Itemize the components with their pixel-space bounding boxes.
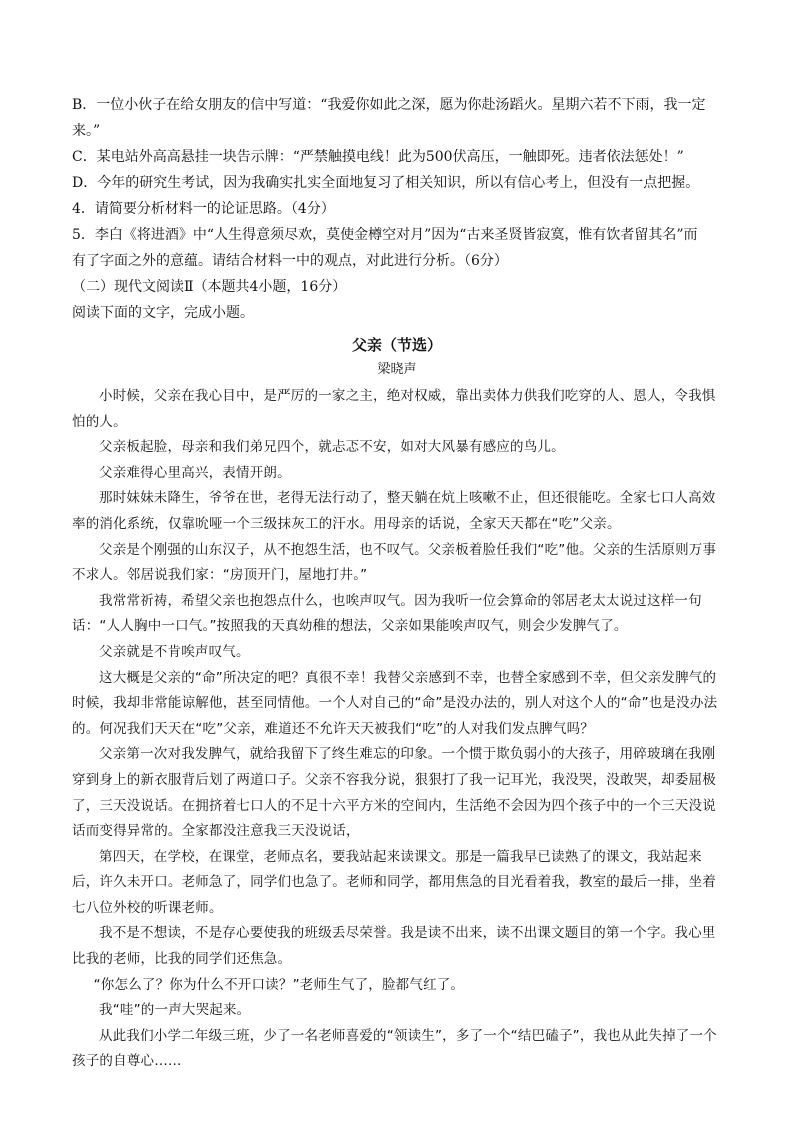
option-c: C．某电站外高高悬挂一块告示牌：“严禁触摸电线！此为500伏高压，一触即死。违者依法惩处！” xyxy=(72,149,684,165)
article-paragraph: 那时妹妹未降生，爷爷在世，老得无法行动了，整天躺在炕上咳嗽不止，但还很能吃。全家七口人高效率的消化系统，仅靠吮哑一个三级抹灰工的汗水。用母亲的话说，全家天天都在“吃”父亲。 xyxy=(72,490,716,532)
question-5-line2: 有了字面之外的意蕴。请结合材料一中的观点，对此进行分析。（6分） xyxy=(72,253,508,269)
section-heading: （二）现代文阅读Ⅱ（本题共4小题，16分） xyxy=(72,279,347,295)
article-paragraph: “你怎么了？你为什么不开口读？”老师生气了，脸都气红了。 xyxy=(93,976,465,993)
article-paragraph: 父亲板起脸，母亲和我们弟兄四个，就忐忑不安，如对大风暴有感应的鸟儿。 xyxy=(99,439,565,456)
option-d: D．今年的研究生考试，因为我确实扎实全面地复习了相关知识，所以有信心考上，但没有一点把握。 xyxy=(72,175,700,191)
article-paragraph: 父亲是个刚强的山东汉子，从不抱怨生活，也不叹气。父亲板着脸任我们“吃”他。父亲的生活原则万事不求人。邻居说我们家：“房顶开门，屋地打井。” xyxy=(72,541,717,584)
section-instruction: 阅读下面的文字，完成小题。 xyxy=(72,305,254,321)
article-paragraph: 父亲第一次对我发脾气，就给我留下了终生难忘的印象。一个惯于欺负弱小的大孩子，用碎玻璃在我刚穿到身上的新衣服背后划了两道口子。父亲不容我分说，狠狠打了我一记耳光，我没哭，没敢哭，却委屈极了，三天没说话。在拥挤着七口人的不足十六平方米的空间内，生活绝不会因为四个孩子中的一个三天没说话而变得异常的。全家都没注意我三天没说话， xyxy=(72,746,716,840)
article-paragraph: 这大概是父亲的“命”所决定的吧？真很不幸！我替父亲感到不幸，也替全家感到不幸，但父亲发脾气的时候，我却非常能谅解他，甚至同情他。一个人对自己的“命”是没办法的，别人对这个人的“命”也是没办法的。何况我们天天在“吃”父亲，难道还不允许天天被我们“吃”的人对我们发点脾气吗？ xyxy=(72,669,718,737)
article-paragraph: 第四天，在学校，在课堂，老师点名，要我站起来读课文。那是一篇我早已读熟了的课文，我站起来后，许久未开口。老师急了，同学们也急了。老师和同学，都用焦急的目光看着我，教室的最后一排，坐着七八位外校的听课老师。 xyxy=(72,848,716,916)
article-paragraph: 从此我们小学二年级三班，少了一名老师喜爱的“领读生”，多了一个“结巴磕子”，我也从此失掉了一个孩子的自尊心…… xyxy=(72,1027,717,1070)
question-4: 4．请简要分析材料一的论证思路。（4分） xyxy=(72,201,335,217)
question-5-line1: 5．李白《将进酒》中“人生得意须尽欢，莫使金樽空对月”因为“古来圣贤皆寂寞，惟有饮者留其名”而 xyxy=(72,227,698,243)
article-paragraph: 小时候，父亲在我心目中，是严厉的一家之主，绝对权威，靠出卖体力供我们吃穿的人、恩人，令我惧怕的人。 xyxy=(72,388,716,430)
article-body xyxy=(72,384,722,1075)
article-paragraph: 父亲就是不肯唉声叹气。 xyxy=(99,643,250,660)
article-paragraph: 我“哇”的一声大哭起来。 xyxy=(99,1002,251,1019)
article-author: 梁晓声 xyxy=(377,362,417,377)
article-title: 父亲（节选） xyxy=(351,336,442,354)
article-paragraph: 我常常祈祷，希望父亲也抱怨点什么，也唉声叹气。因为我听一位会算命的邻居老太太说过这样一句话：“人人胸中一口气。”按照我的天真幼稚的想法，父亲如果能唉声叹气，则会少发脾气了。 xyxy=(72,592,702,635)
option-b: B．一位小伙子在给女朋友的信中写道：“我爱你如此之深，愿为你赴汤蹈火。星期六若不下雨，我一定来。” xyxy=(72,97,706,139)
article-paragraph: 父亲难得心里高兴，表情开朗。 xyxy=(99,464,291,481)
article-paragraph: 我不是不想读，不是存心要使我的班级丢尽荣誉。我是读不出来，读不出课文题目的第一个字。我心里比我的老师，比我的同学们还焦急。 xyxy=(72,925,716,968)
